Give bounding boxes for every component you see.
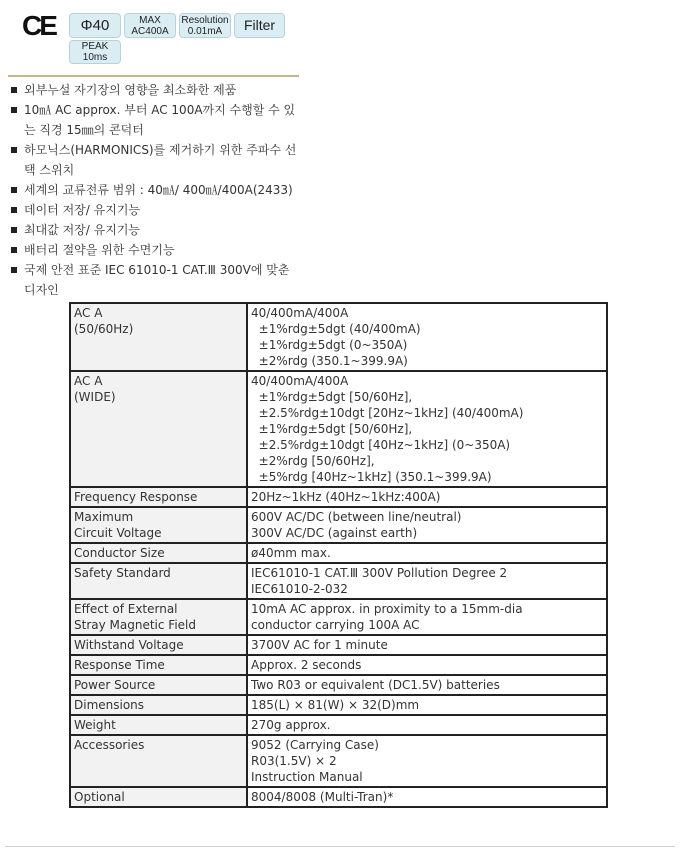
bullet-icon: [11, 207, 17, 213]
spec-value: 10mA AC approx. in proximity to a 15mm-dia conductor carrying 100A AC: [247, 599, 607, 635]
feature-text: 외부누설 자기장의 영향을 최소화한 제품: [24, 83, 237, 97]
spec-value: 20Hz~1kHz (40Hz~1kHz:400A): [247, 487, 607, 507]
spec-label: Dimensions: [70, 695, 247, 715]
spec-row: [70, 715, 607, 735]
bottom-divider: [5, 846, 675, 847]
spec-row: [70, 635, 607, 655]
spec-row: [70, 563, 607, 599]
spec-label: Safety Standard: [70, 563, 247, 599]
spec-label: Accessories: [70, 735, 247, 787]
bullet-icon: [11, 247, 17, 253]
spec-value: 185(L) × 81(W) × 32(D)mm: [247, 695, 607, 715]
feature-text: 배터리 절약을 위한 수면기능: [24, 243, 175, 257]
bullet-icon: [11, 267, 17, 273]
spec-value: 8004/8008 (Multi-Tran)*: [247, 787, 607, 807]
spec-row: [70, 543, 607, 563]
feature-item: [10, 180, 300, 200]
spec-value: Approx. 2 seconds: [247, 655, 607, 675]
feature-item: [10, 260, 300, 300]
max-badge-bottom: AC400A: [131, 25, 169, 37]
spec-row: [70, 487, 607, 507]
bullet-icon: [11, 227, 17, 233]
feature-list: [10, 80, 300, 300]
peak-badge: [69, 40, 121, 64]
spec-label: Optional: [70, 787, 247, 807]
diameter-badge: [69, 13, 121, 38]
spec-label: Conductor Size: [70, 543, 247, 563]
resolution-badge: [179, 13, 231, 38]
feature-text: 국제 안전 표준 IEC 61010-1 CAT.Ⅲ 300V에 맞춘 디자인: [24, 263, 290, 297]
spec-label: Response Time: [70, 655, 247, 675]
spec-table: [69, 302, 608, 808]
resolution-badge-bottom: 0.01mA: [187, 25, 223, 37]
spec-label: Effect of External Stray Magnetic Field: [70, 599, 247, 635]
spec-value: 3700V AC for 1 minute: [247, 635, 607, 655]
feature-item: [10, 240, 300, 260]
spec-label: Power Source: [70, 675, 247, 695]
spec-row: [70, 735, 607, 787]
spec-value: IEC61010-1 CAT.Ⅲ 300V Pollution Degree 2 IEC61010-2-032: [247, 563, 607, 599]
spec-row: [70, 371, 607, 487]
spec-value: 270g approx.: [247, 715, 607, 735]
spec-row: [70, 655, 607, 675]
feature-item: [10, 200, 300, 220]
peak-badge-top: PEAK: [81, 41, 109, 52]
spec-value: ø40mm max.: [247, 543, 607, 563]
spec-row: [70, 675, 607, 695]
spec-value: Two R03 or equivalent (DC1.5V) batteries: [247, 675, 607, 695]
spec-row: [70, 695, 607, 715]
max-current-badge: [124, 13, 176, 38]
feature-item: [10, 220, 300, 240]
max-badge-top: MAX: [139, 14, 161, 26]
diameter-badge-text: Φ40: [80, 17, 110, 34]
bullet-icon: [11, 147, 17, 153]
spec-row: [70, 303, 607, 371]
peak-badge-bottom: 10ms: [82, 52, 108, 63]
spec-value: 40/400mA/400A ±1%rdg±5dgt (40/400mA) ±1%rdg±5dgt (0~350A) ±2%rdg (350.1~399.9A): [247, 303, 607, 371]
filter-badge-text: Filter: [243, 17, 276, 33]
spec-label: Withstand Voltage: [70, 635, 247, 655]
spec-row: [70, 787, 607, 807]
feature-text: 세계의 교류전류 범위 : 40㎃/ 400㎃/400A(2433): [24, 183, 293, 197]
feature-item: [10, 100, 300, 140]
spec-value: 9052 (Carrying Case) R03(1.5V) × 2 Instruction Manual: [247, 735, 607, 787]
feature-text: 10㎃ AC approx. 부터 AC 100A까지 수행할 수 있는 직경 15㎜의 콘덕터: [24, 103, 296, 137]
spec-value: 40/400mA/400A ±1%rdg±5dgt [50/60Hz], ±2.5%rdg±10dgt [20Hz~1kHz] (40/400mA) ±1%rdg±5dgt [50/60Hz], ±2.5%rdg±10dgt [40Hz~1kHz] (0~350A) ±2%rdg [50/60Hz], ±5%rdg [40Hz~1kHz] (350.1~399.9A): [247, 371, 607, 487]
spec-label: Maximum Circuit Voltage: [70, 507, 247, 543]
spec-label: Frequency Response: [70, 487, 247, 507]
ce-mark: CE: [22, 10, 55, 41]
spec-row: [70, 599, 607, 635]
feature-text: 하모닉스(HARMONICS)를 제거하기 위한 주파수 선택 스위치: [24, 143, 297, 177]
bullet-icon: [11, 187, 17, 193]
feature-text: 데이터 저장/ 유지기능: [24, 203, 141, 217]
feature-text: 최대값 저장/ 유지기능: [24, 223, 141, 237]
spec-row: [70, 507, 607, 543]
resolution-badge-top: Resolution: [181, 14, 229, 26]
spec-label: AC A (WIDE): [70, 371, 247, 487]
spec-label: Weight: [70, 715, 247, 735]
feature-item: [10, 80, 300, 100]
spec-value: 600V AC/DC (between line/neutral) 300V AC/DC (against earth): [247, 507, 607, 543]
bullet-icon: [11, 87, 17, 93]
spec-label: AC A (50/60Hz): [70, 303, 247, 371]
feature-item: [10, 140, 300, 180]
bullet-icon: [11, 107, 17, 113]
header-divider: [8, 75, 299, 77]
filter-badge: [234, 13, 285, 38]
